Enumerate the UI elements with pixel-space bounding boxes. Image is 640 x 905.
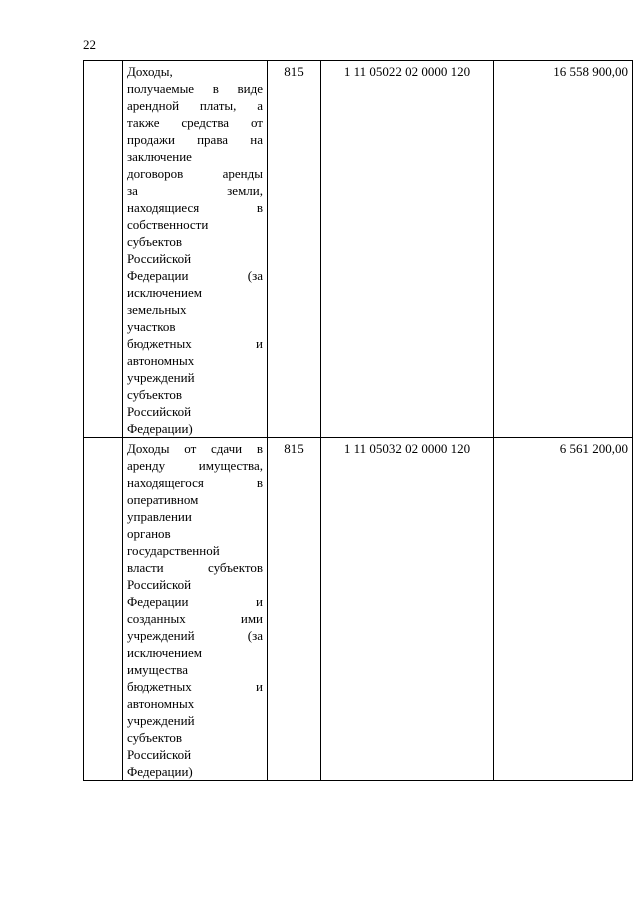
name-line bbox=[127, 301, 263, 318]
name-line bbox=[127, 114, 263, 131]
name-word: аренды bbox=[222, 166, 263, 181]
name-line bbox=[127, 284, 263, 301]
name-word: Федерации bbox=[127, 594, 189, 609]
name-word: учреждений bbox=[127, 370, 195, 385]
name-word: органов bbox=[127, 526, 171, 541]
revenue-table bbox=[83, 60, 633, 781]
name-line bbox=[127, 712, 263, 729]
name-word: а bbox=[257, 98, 263, 113]
name-word: Российской bbox=[127, 251, 192, 266]
name-word: бюджетных bbox=[127, 336, 192, 351]
name-word: автономных bbox=[127, 696, 195, 711]
name-line bbox=[127, 369, 263, 386]
name-word: земли, bbox=[227, 183, 263, 198]
name-line bbox=[127, 542, 263, 559]
name-line bbox=[127, 131, 263, 148]
name-word: управлении bbox=[127, 509, 192, 524]
name-word: и bbox=[256, 336, 263, 351]
name-word: Российской bbox=[127, 747, 192, 762]
name-word: от bbox=[250, 115, 263, 130]
name-word: (за bbox=[247, 628, 263, 643]
name-line bbox=[127, 420, 263, 437]
name-word: за bbox=[127, 183, 138, 198]
budget-classification-code-cell: 1 11 05032 02 0000 120 bbox=[321, 438, 494, 781]
name-word: Российской bbox=[127, 577, 192, 592]
name-line bbox=[127, 250, 263, 267]
name-word: (за bbox=[247, 268, 263, 283]
name-word: субъектов bbox=[127, 234, 183, 249]
name-word: учреждений bbox=[127, 628, 195, 643]
name-line bbox=[127, 165, 263, 182]
name-line bbox=[127, 576, 263, 593]
name-word: в bbox=[256, 200, 263, 215]
name-line bbox=[127, 440, 263, 457]
name-word: Российской bbox=[127, 404, 192, 419]
name-line bbox=[127, 491, 263, 508]
name-word: от bbox=[184, 441, 197, 456]
name-line bbox=[127, 695, 263, 712]
name-word: участков bbox=[127, 319, 176, 334]
table-row bbox=[84, 438, 633, 781]
name-word: имущества bbox=[127, 662, 188, 677]
name-word: субъектов bbox=[127, 730, 183, 745]
name-word: находящегося bbox=[127, 475, 204, 490]
name-word: в bbox=[212, 81, 219, 96]
name-word: на bbox=[250, 132, 263, 147]
amount-cell: 16 558 900,00 bbox=[494, 61, 633, 438]
page-number: 22 bbox=[83, 37, 96, 52]
name-word: платы, bbox=[199, 98, 237, 113]
name-line bbox=[127, 386, 263, 403]
name-word: права bbox=[197, 132, 229, 147]
name-word: продажи bbox=[127, 132, 175, 147]
name-word: договоров bbox=[127, 166, 184, 181]
name-line bbox=[127, 182, 263, 199]
name-word: бюджетных bbox=[127, 679, 192, 694]
table-row bbox=[84, 61, 633, 438]
name-word: также bbox=[127, 115, 160, 130]
name-word: автономных bbox=[127, 353, 195, 368]
name-line bbox=[127, 729, 263, 746]
name-word: субъектов bbox=[127, 387, 183, 402]
name-word: государственной bbox=[127, 543, 220, 558]
name-line bbox=[127, 352, 263, 369]
name-line bbox=[127, 644, 263, 661]
name-word: собственности bbox=[127, 217, 209, 232]
admin-code-cell: 815 bbox=[268, 61, 321, 438]
name-word: получаемые bbox=[127, 81, 195, 96]
name-word: в bbox=[256, 441, 263, 456]
name-word: виде bbox=[237, 81, 263, 96]
name-line bbox=[127, 474, 263, 491]
admin-code-cell: 815 bbox=[268, 438, 321, 781]
name-line bbox=[127, 610, 263, 627]
name-line bbox=[127, 335, 263, 352]
name-word: учреждений bbox=[127, 713, 195, 728]
name-word: имущества, bbox=[198, 458, 263, 473]
name-word: аренду bbox=[127, 458, 166, 473]
name-word: Доходы bbox=[127, 441, 170, 456]
name-word: Федерации bbox=[127, 268, 189, 283]
name-word: сдачи bbox=[210, 441, 243, 456]
name-line bbox=[127, 267, 263, 284]
name-line bbox=[127, 97, 263, 114]
name-line bbox=[127, 403, 263, 420]
name-line bbox=[127, 508, 263, 525]
name-word: находящиеся bbox=[127, 200, 200, 215]
revenue-name-cell bbox=[123, 438, 268, 781]
name-line bbox=[127, 80, 263, 97]
name-line bbox=[127, 661, 263, 678]
name-word: исключением bbox=[127, 285, 202, 300]
name-line bbox=[127, 627, 263, 644]
name-word: земельных bbox=[127, 302, 187, 317]
name-line bbox=[127, 199, 263, 216]
budget-classification-code-cell: 1 11 05022 02 0000 120 bbox=[321, 61, 494, 438]
name-word: арендной bbox=[127, 98, 180, 113]
name-line bbox=[127, 233, 263, 250]
name-line bbox=[127, 559, 263, 576]
name-line bbox=[127, 525, 263, 542]
name-word: средства bbox=[181, 115, 230, 130]
name-word: и bbox=[256, 594, 263, 609]
name-line bbox=[127, 216, 263, 233]
name-line bbox=[127, 593, 263, 610]
revenue-name-cell bbox=[123, 61, 268, 438]
name-line bbox=[127, 63, 263, 80]
name-word: исключением bbox=[127, 645, 202, 660]
amount-cell: 6 561 200,00 bbox=[494, 438, 633, 781]
name-word: созданных bbox=[127, 611, 186, 626]
name-word: Доходы, bbox=[127, 64, 173, 79]
name-word: Федерации) bbox=[127, 421, 193, 436]
name-line bbox=[127, 457, 263, 474]
name-line bbox=[127, 318, 263, 335]
name-word: и bbox=[256, 679, 263, 694]
name-line bbox=[127, 148, 263, 165]
name-word: в bbox=[256, 475, 263, 490]
name-word: Федерации) bbox=[127, 764, 193, 779]
name-word: власти bbox=[127, 560, 164, 575]
name-line bbox=[127, 763, 263, 780]
row-number-cell bbox=[84, 61, 123, 438]
name-word: ими bbox=[240, 611, 263, 626]
name-line bbox=[127, 678, 263, 695]
row-number-cell bbox=[84, 438, 123, 781]
name-word: субъектов bbox=[207, 560, 263, 575]
name-word: оперативном bbox=[127, 492, 199, 507]
name-word: заключение bbox=[127, 149, 192, 164]
name-line bbox=[127, 746, 263, 763]
